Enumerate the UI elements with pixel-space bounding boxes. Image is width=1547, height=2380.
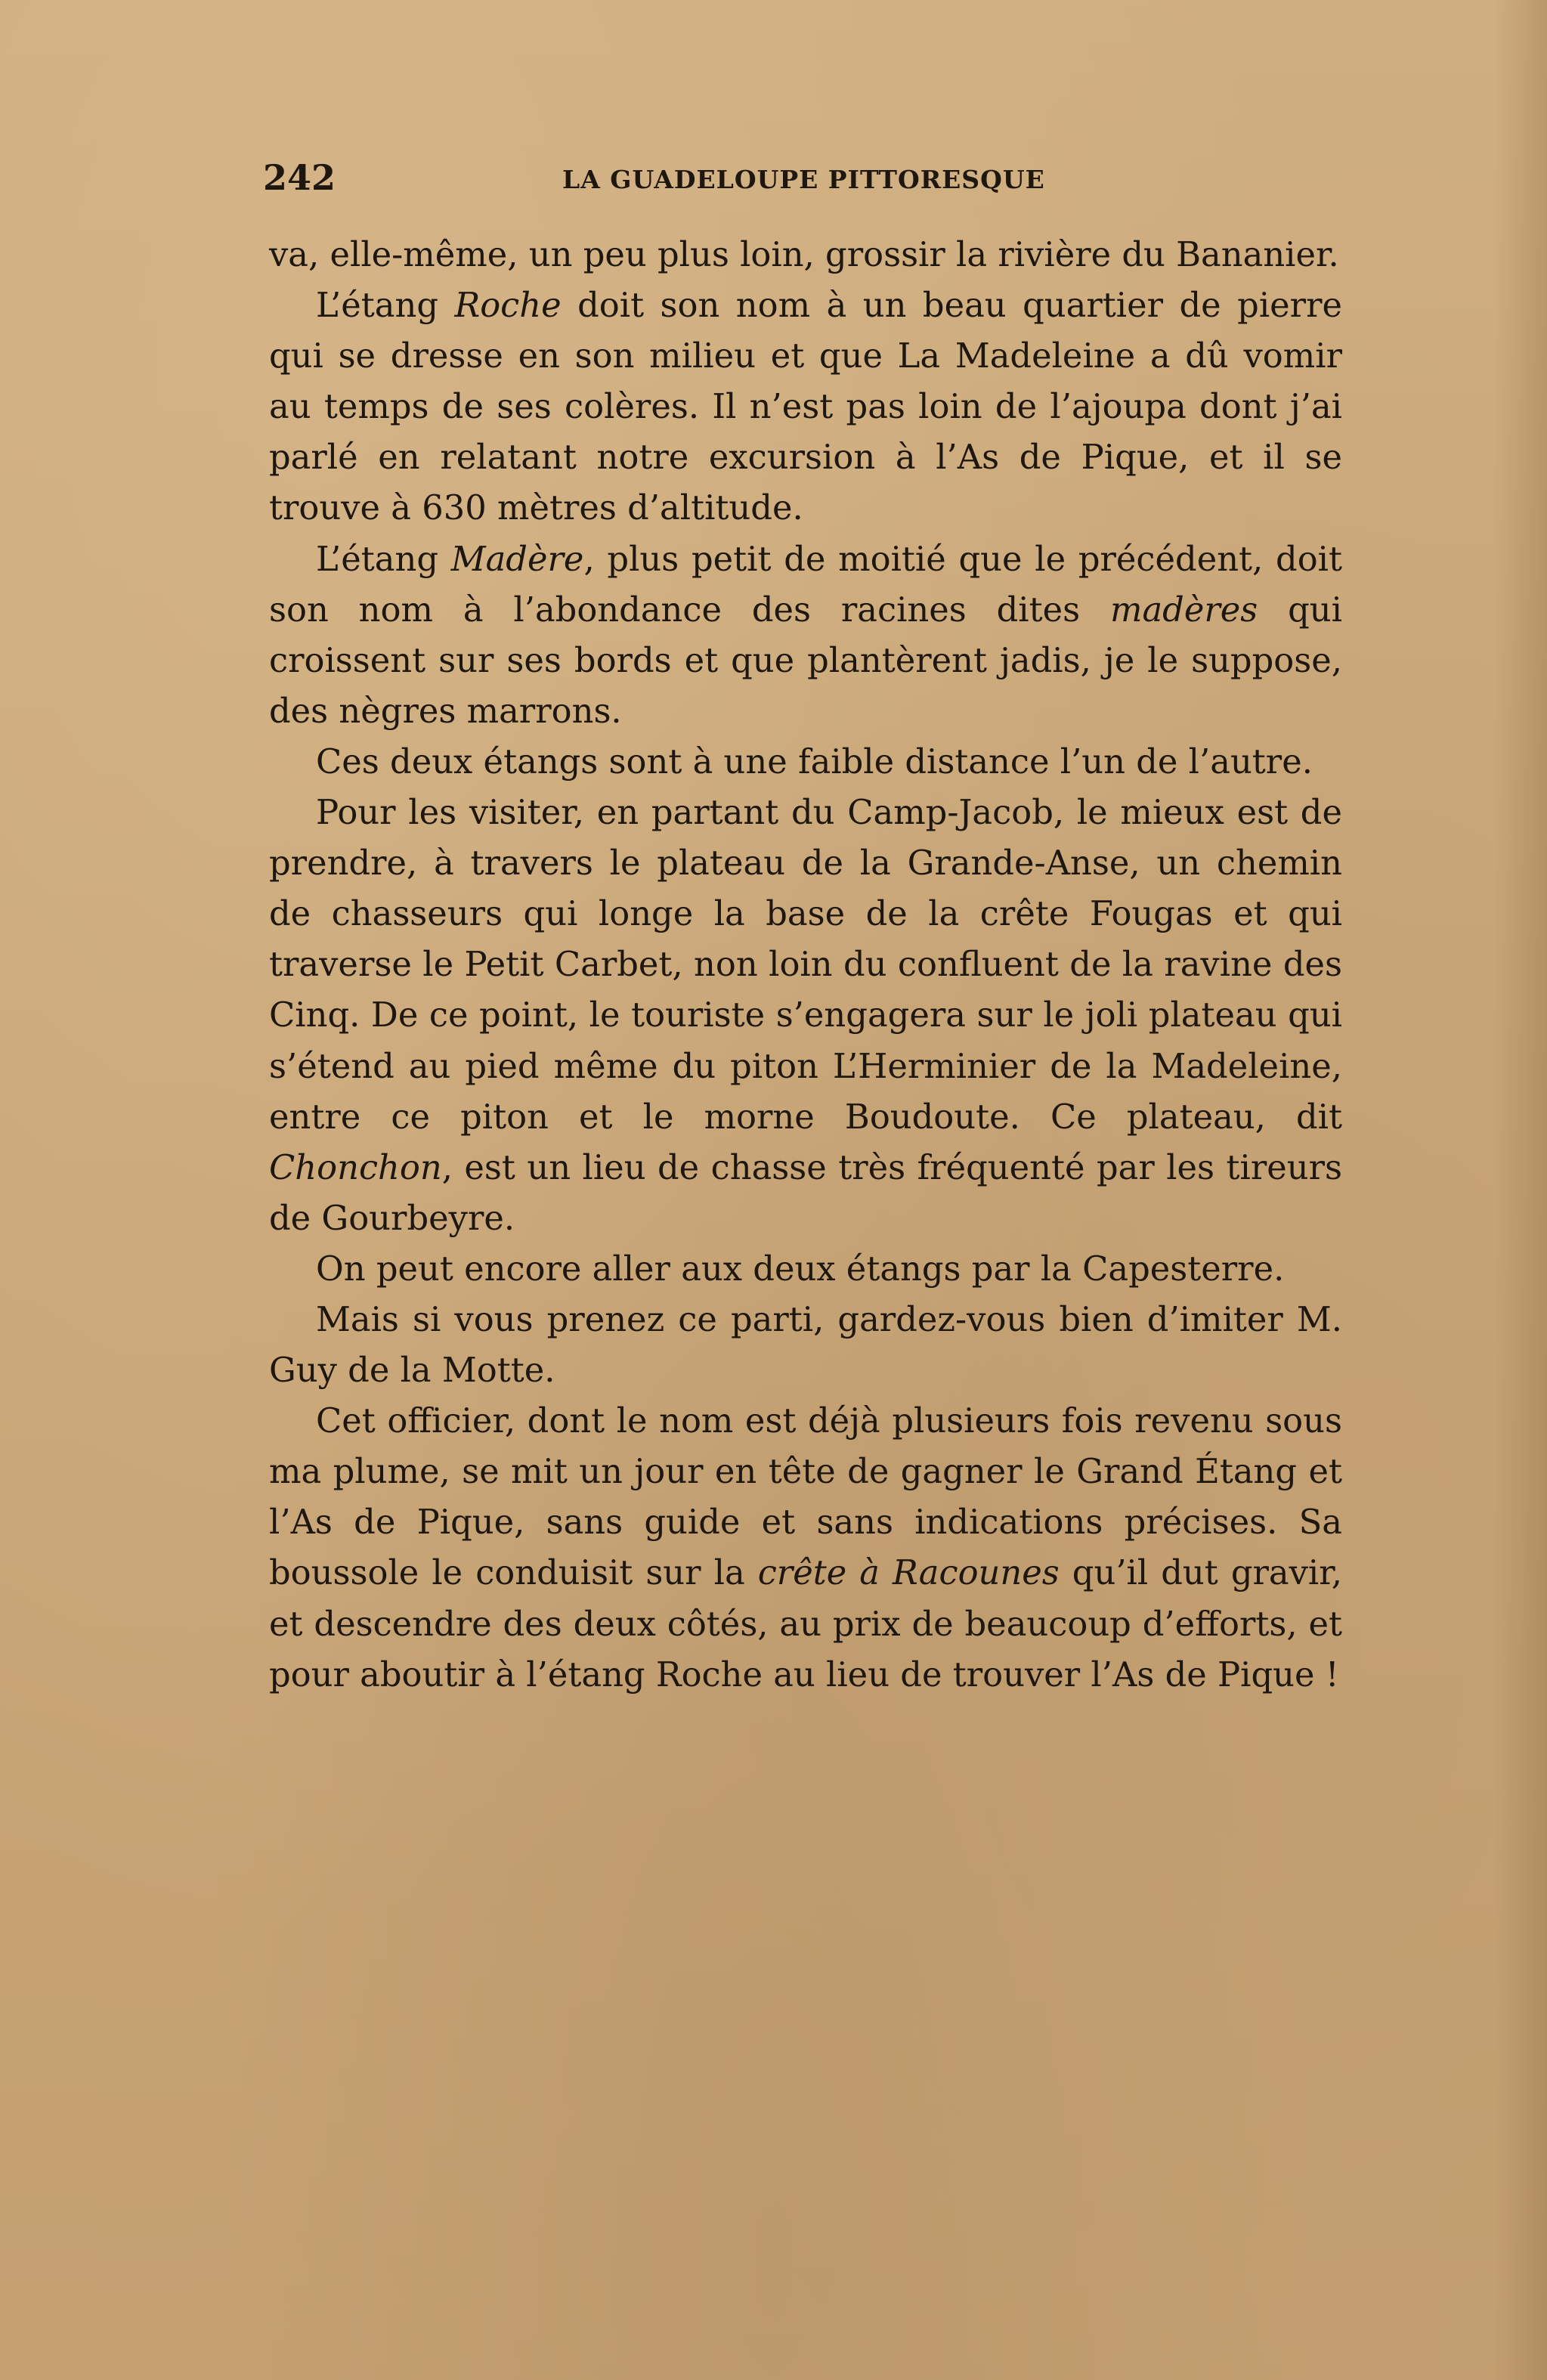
italic-term-crete: crête à Racounes: [757, 1552, 1060, 1593]
page-edge-shadow: [1494, 0, 1547, 2380]
paragraph-text: Cet officier, dont le nom est déjà plusieurs fois revenu sous ma plume, se mit un jour en tête de gagner le Grand Étang et l’As de Pique, sans guide et sans indications précises. Sa boussole le conduisit sur la: [269, 1400, 1342, 1593]
paragraph-etang-madere: [269, 534, 1342, 736]
running-title: LA GUADELOUPE PITTORESQUE: [562, 165, 1045, 194]
italic-term-chonchon: Chonchon: [269, 1147, 442, 1187]
paragraph-route: [269, 787, 1342, 1243]
page-text: [269, 229, 1342, 1700]
paragraph-etang-roche: [269, 280, 1342, 533]
paragraph-text: doit son nom à un beau quartier de pierre qui se dresse en son milieu et que La Madeleine a dû vomir au temps de ses colères. Il n’est pas loin de l’ajoupa dont j’ai parlé en relatant notre excursion à l’As de Pique, et il se trouve à 630 mètres d’altitude.: [269, 285, 1343, 528]
paragraph-text: , plus petit de moitié que le précédent, doit son nom à l’abondance des racines dites: [269, 538, 1343, 630]
paragraph-continuation: va, elle-même, un peu plus loin, grossir la rivière du Bananier.: [269, 234, 1339, 274]
paragraph-text: qui croissent sur ses bords et que plantèrent jadis, je le suppose, des nègres marrons.: [269, 589, 1342, 731]
page-header: [263, 155, 1344, 200]
paragraph-text: L’étang: [316, 285, 455, 326]
page-number: 242: [263, 157, 336, 198]
italic-term-roche: Roche: [454, 285, 562, 326]
paragraph-warning: Mais si vous prenez ce parti, gardez-vous bien d’imiter M. Guy de la Motte.: [269, 1298, 1342, 1391]
paragraph-officer: [269, 1395, 1342, 1700]
paragraph-text: qu’il dut gravir, et descendre des deux côtés, au prix de beaucoup d’efforts, et pour aboutir à l’étang Roche au lieu de trouver l’As de Pique !: [269, 1552, 1342, 1694]
paragraph-distance: Ces deux étangs sont à une faible distance l’un de l’autre.: [316, 741, 1313, 781]
italic-term-materes: madères: [1109, 589, 1258, 630]
paragraph-text: , est un lieu de chasse très fréquenté par les tireurs de Gourbeyre.: [269, 1147, 1342, 1238]
paragraph-capesterre: On peut encore aller aux deux étangs par la Capesterre.: [316, 1248, 1285, 1289]
paragraph-text: L’étang: [316, 538, 451, 579]
italic-term-madere: Madère: [450, 538, 584, 579]
paragraph-text: Pour les visiter, en partant du Camp-Jacob, le mieux est de prendre, à travers le plateau de la Grande-Anse, un chemin de chasseurs qui longe la base de la crête Fougas et qui traverse le Petit Carbet, non loin du confluent de la ravine des Cinq. De ce point, le touriste s’engagera sur le joli plateau qui s’étend au pied même du piton L’Herminier de la Madeleine, entre ce piton et le morne Boudoute. Ce plateau, dit: [269, 792, 1342, 1137]
